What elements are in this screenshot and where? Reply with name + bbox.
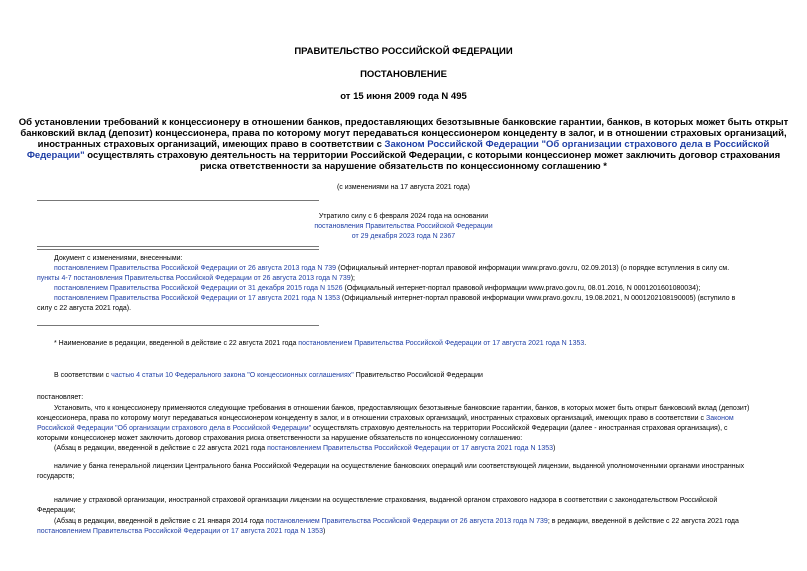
amendment-link-739[interactable]: постановлением Правительства Российской Федерации от 26 августа 2013 года N 739: [54, 265, 337, 272]
amendment-link-1526[interactable]: постановлением Правительства Российской Федерации от 31 декабря 2015 года N 1526: [54, 285, 343, 292]
edition-decree-link-739[interactable]: постановлением Правительства Российской Федерации от 26 августа 2013 года N 739: [265, 518, 548, 525]
edition-note: [37, 444, 770, 454]
edition-text: ): [322, 528, 326, 535]
item-text: (Официальный интернет-портал правовой информации www.pravo.gov.ru, 02.09.2013) (о порядке вступления в силу см.: [336, 265, 730, 272]
title-line-1: Об установлении требований к концессионеру в отношении банков, предоставляющих безотзывные банковские гарантии, банков, в которых может быть открыт: [18, 117, 789, 128]
basis-text: Правительство Российской Федерации: [353, 372, 483, 379]
amendment-note: (с изменениями на 17 августа 2021 года): [336, 184, 471, 191]
document-type: ПОСТАНОВЛЕНИЕ: [360, 69, 447, 80]
basis-text: В соответствии с: [54, 372, 112, 379]
paragraph-bank-license: [37, 462, 770, 482]
document-date: от 15 июня 2009 года N 495: [340, 91, 467, 102]
expired-decree-link-date[interactable]: от 29 декабря 2023 года N 2367: [351, 233, 456, 240]
insurance-law-link-end[interactable]: Федерации": [26, 150, 85, 161]
item-text: (Официальный интернет-портал правовой информации www.pravo.gov.ru, 19.08.2021, N 0001202108190005) (вступило в: [339, 295, 736, 302]
list-item: [54, 294, 771, 304]
title-text: иностранных страховых организаций, имеющих право в соответствии с: [37, 139, 385, 150]
edition-note-cont: [37, 527, 770, 537]
paragraph-requirements: [37, 404, 770, 454]
item-text: (Официальный интернет-портал правовой информации www.pravo.gov.ru, 08.01.2016, N 0001201601080034);: [342, 285, 701, 292]
paragraph-text: осуществлять страховую деятельность на территории Российской Федерации (далее - иностранная страховая организация), с: [311, 425, 728, 432]
item-text: );: [350, 275, 355, 282]
document-title: [0, 117, 807, 172]
expired-decree-link[interactable]: постановления Правительства Российской Федерации: [314, 223, 493, 230]
concession-law-link[interactable]: частью 4 статьи 10 Федерального закона "О концессионных соглашениях": [111, 372, 354, 379]
divider: [37, 200, 319, 201]
divider: [37, 249, 319, 250]
insurance-law-link-body-cont[interactable]: Российской Федерации "Об организации страхового дела в Российской Федерации": [37, 425, 312, 432]
paragraph-line: [37, 424, 770, 434]
title-text: осуществлять страховую деятельность на территории Российской Федерации, с которыми концессионер может заключить договор страхования: [84, 150, 781, 161]
expired-notice: [0, 212, 807, 242]
edition-decree-link-1353[interactable]: постановлением Правительства Российской Федерации от 17 августа 2021 года N 1353: [37, 528, 323, 535]
edition-text: ; в редакции, введенной в действие с 22 августа 2021 года: [547, 518, 739, 525]
edition-text: (Абзац в редакции, введенной в действие с 21 января 2014 года: [54, 518, 266, 525]
paragraph-line: наличие у банка генеральной лицензии Центрального банка Российской Федерации на осуществление банковских операций или соответствующей лицензии, выданной уполномоченными органами иностранных: [54, 463, 745, 470]
paragraph-line: наличие у страховой организации, иностранной страховой организации лицензии на осуществление страхования, выданной органом страхового надзора в соответствии с законодательством Российской: [54, 497, 718, 504]
list-item: [54, 284, 771, 294]
edition-decree-link-1353[interactable]: постановлением Правительства Российской Федерации от 17 августа 2021 года N 1353: [267, 445, 554, 452]
edition-text: (Абзац в редакции, введенной в действие с 22 августа 2021 года: [54, 445, 268, 452]
decree-word: постановляет:: [37, 394, 84, 401]
edition-note: [37, 517, 770, 527]
paragraph-insurer-license: [37, 496, 770, 537]
list-item-cont: [37, 274, 771, 284]
expired-line: Утратило силу с 6 февраля 2024 года на основании: [318, 213, 489, 220]
divider: [37, 325, 319, 326]
paragraph-line: государств;: [37, 473, 75, 480]
list-item-cont: силу с 22 августа 2021 года).: [37, 305, 132, 312]
footnote-end: .: [584, 340, 587, 347]
title-line-4: [0, 150, 807, 161]
list-item: [54, 264, 771, 274]
title-line-5: риска ответственности за нарушение обязательств по концессионному соглашению *: [199, 161, 608, 172]
insurance-law-link[interactable]: Законом Российской Федерации "Об организации страхового дела в Российской: [384, 139, 770, 150]
insurance-law-link-body[interactable]: Законом: [706, 415, 734, 422]
divider: [37, 246, 319, 247]
amendment-link-739-points[interactable]: пункты 4-7 постановления Правительства Российской Федерации от 26 августа 2013 года N 739: [37, 275, 351, 282]
edition-text: ): [553, 445, 556, 452]
legal-basis: [54, 371, 771, 381]
changes-intro: Документ с изменениями, внесенными:: [54, 255, 183, 262]
paragraph-line: Установить, что к концессионеру применяются следующие требования в отношении банков, предоставляющих безотзывные банковские гарантии, банков, в которых может быть открыт банковский вклад (депозит): [54, 405, 750, 412]
footnote: [54, 339, 771, 349]
changes-list: [37, 254, 771, 314]
government-name: ПРАВИТЕЛЬСТВО РОССИЙСКОЙ ФЕДЕРАЦИИ: [294, 46, 513, 57]
paragraph-line: Федерации;: [37, 507, 76, 514]
title-line-2: банковский вклад (депозит) концессионера, права по которому могут передаваться концессионером концеденту в залог, и в отношении страховых организаций,: [20, 128, 787, 139]
footnote-text: * Наименование в редакции, введенной в действие с 22 августа 2021 года: [54, 340, 299, 347]
footnote-decree-link[interactable]: постановлением Правительства Российской Федерации от 17 августа 2021 года N 1353: [298, 340, 585, 347]
title-line-3: [0, 139, 807, 150]
paragraph-line: которыми концессионер может заключить договор страхования риска ответственности за нарушение обязательств по концессионному соглашению:: [37, 435, 523, 442]
paragraph-line: [37, 414, 770, 424]
amendment-link-1353[interactable]: постановлением Правительства Российской Федерации от 17 августа 2021 года N 1353: [54, 295, 340, 302]
paragraph-text: концессионера, права по которому могут передаваться концессионером концеденту в залог, и в отношении страховых организаций, иностранных страховых организаций, имеющих право в соответствии с: [37, 415, 706, 422]
